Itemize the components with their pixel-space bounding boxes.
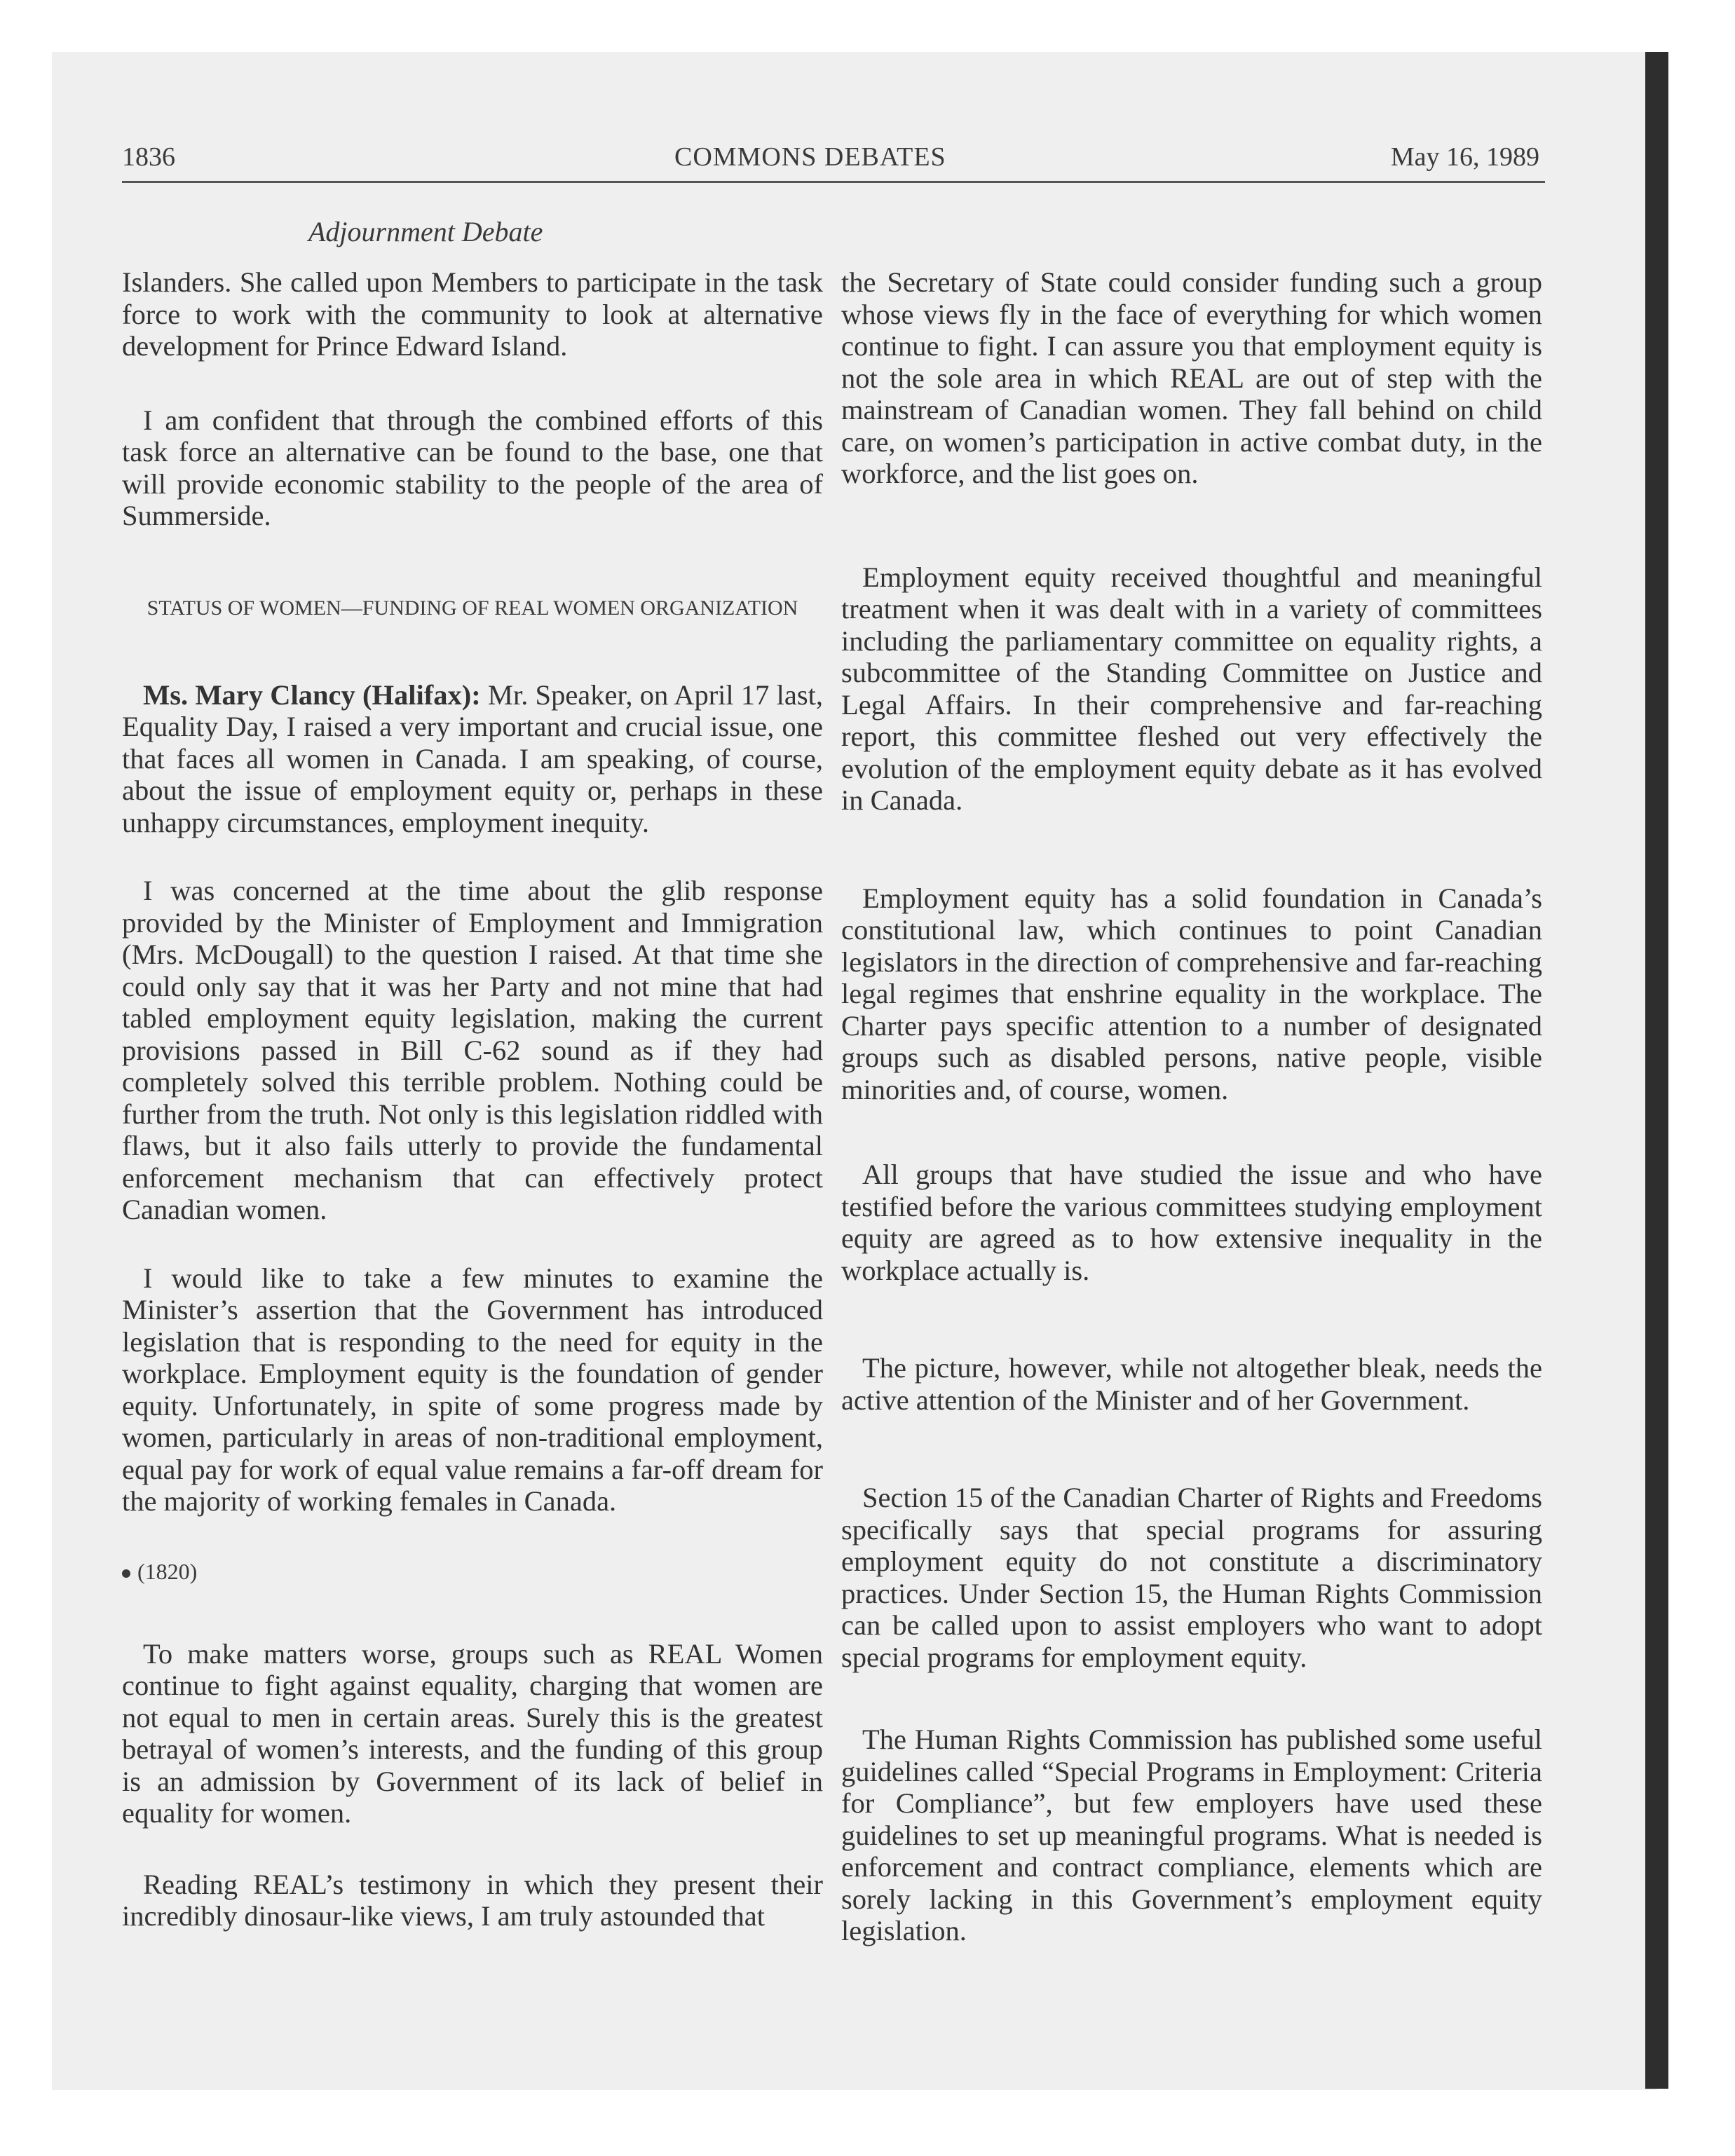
publication-title: COMMONS DEBATES	[674, 142, 946, 172]
paragraph: The picture, however, while not altogether bleak, needs the active attention of the Minister and of her Government.	[841, 1352, 1542, 1416]
paragraph: Islanders. She called upon Members to participate in the task force to work with the community to look at alternative development for Prince Edward Island.	[122, 266, 823, 362]
right-column	[841, 266, 1542, 1947]
paragraph: The Human Rights Commission has published some useful guidelines called “Special Programs in Employment: Criteria for Compliance”, but few employers have used these guidelines to set up meaningful programs. What is needed is enforcement and contract compliance, elements which are sorely lacking in this Government’s employment equity legislation.	[841, 1724, 1542, 1946]
debate-heading: STATUS OF WOMEN—FUNDING OF REAL WOMEN ORGANIZATION	[147, 596, 798, 620]
paragraph: Employment equity has a solid foundation in Canada’s constitutional law, which continues to point Canadian legislators in the direction of comprehensive and far-reaching legal regimes that enshrine equality in the workplace. The Charter pays specific attention to a number of designated groups such as disabled persons, native people, visible minorities and, of course, women.	[841, 882, 1542, 1105]
bullet-icon	[122, 1569, 130, 1578]
time-marker	[122, 1557, 823, 1586]
paragraph: I was concerned at the time about the glib response provided by the Minister of Employment and Immigration (Mrs. McDougall) to the question I raised. At that time she could only say that it was her Party and not mine that had tabled employment equity legislation, making the current provisions passed in Bill C-62 sound as if they had completely solved this terrible problem. Nothing could be further from the truth. Not only is this legislation riddled with flaws, but it also fails utterly to provide the fundamental enforcement mechanism that can effectively protect Canadian women.	[122, 875, 823, 1225]
page-number: 1836	[122, 142, 175, 172]
paragraph: All groups that have studied the issue and who have testified before the various committees studying employment equity are agreed as to how extensive inequality in the workplace actually is.	[841, 1159, 1542, 1286]
left-column	[122, 266, 823, 1932]
time-marker-text: (1820)	[137, 1558, 198, 1584]
paragraph: I would like to take a few minutes to examine the Minister’s assertion that the Government has introduced legislation that is responding to the need for equity in the workplace. Employment equity is the foundation of gender equity. Unfortunately, in spite of some progress made by women, particularly in areas of non-traditional employment, equal pay for work of equal value remains a far-off dream for the majority of working females in Canada.	[122, 1262, 823, 1517]
header-rule	[122, 181, 1545, 183]
paragraph: Reading REAL’s testimony in which they present their incredibly dinosaur-like views, I am truly astounded that	[122, 1868, 823, 1932]
paragraph: I am confident that through the combined efforts of this task force an alternative can be found to the base, one that will provide economic stability to the people of the area of Summerside.	[122, 404, 823, 531]
speaker-name: Ms. Mary Clancy (Halifax):	[143, 678, 481, 711]
paragraph: To make matters worse, groups such as REAL Women continue to fight against equality, charging that women are not equal to men in certain areas. Surely this is the greatest betrayal of women’s interests, and the funding of this group is an admission by Government of its lack of belief in equality for women.	[122, 1637, 823, 1829]
section-label: Adjournment Debate	[308, 216, 543, 247]
publication-date: May 16, 1989	[1390, 142, 1539, 172]
paragraph: Employment equity received thoughtful and meaningful treatment when it was dealt with in a variety of committees including the parliamentary committee on equality rights, a subcommittee of the Standing Committee on Justice and Legal Affairs. In their comprehensive and far-reaching report, this committee fleshed out very effectively the evolution of the employment equity debate as it has evolved in Canada.	[841, 561, 1542, 816]
speech-paragraph	[122, 679, 823, 839]
paragraph: the Secretary of State could consider funding such a group whose views fly in the face of everything for which women continue to fight. I can assure you that employment equity is not the sole area in which REAL are out of step with the mainstream of Canadian women. They fall behind on child care, on women’s participation in active combat duty, in the workforce, and the list goes on.	[841, 266, 1542, 489]
scan-edge-shadow	[1645, 52, 1668, 2089]
speech-text: Mr. Speaker, on April 17 last, Equality Day, I raised a very important and crucial issue, one that faces all women in Canada. I am speaking, of course, about the issue of employment equity or, perhaps in these unhappy circumstances, employment inequity.	[122, 678, 823, 838]
paragraph: Section 15 of the Canadian Charter of Rights and Freedoms specifically says that special programs for assuring employment equity do not constitute a discriminatory practices. Under Section 15, the Human Rights Commission can be called upon to assist employers who want to adopt special programs for employment equity.	[841, 1482, 1542, 1673]
